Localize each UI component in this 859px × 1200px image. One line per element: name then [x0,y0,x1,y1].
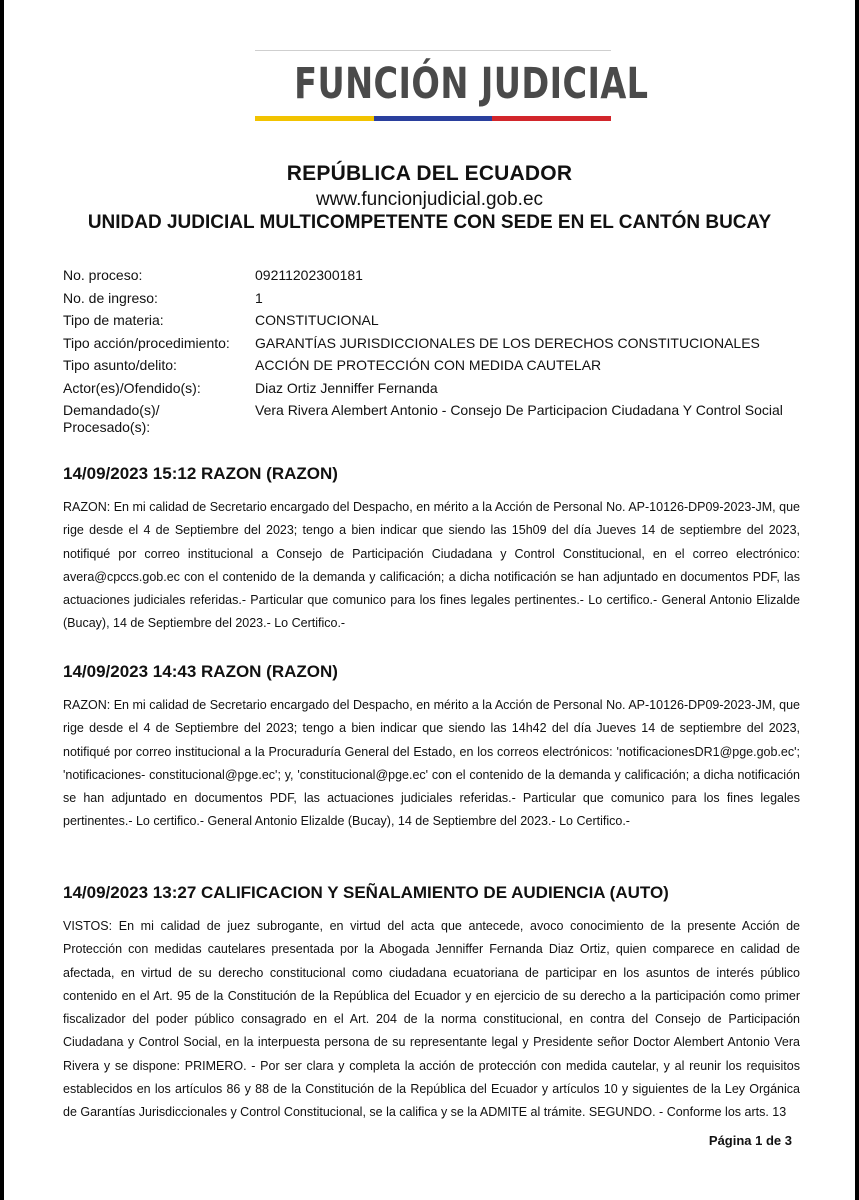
case-value: 09211202300181 [255,267,363,283]
entry-body: RAZON: En mi calidad de Secretario encargado del Despacho, en mérito a la Acción de Personal No. AP-10126-DP09-2023-JM, que rige desde el 4 de Septiembre del 2023; tengo a bien indicar que siendo las 14h42 del día Jueves 14 de septiembre del 2023, notifiqué por correo institucional a la Procuraduría General del Estado, en los correos electrónicos: 'notificacionesDR1@pge.gob.ec'; 'notificaciones- constitucional@pge.ec'; y, 'constitucional@pge.ec' con el contenido de la demanda y calificación; a dicha notificación se han adjuntado en documentos PDF, las actuaciones judiciales referidas.- Particular que comunico para los fines legales pertinentes.- Lo certifico.- General Antonio Elizalde (Bucay), 14 de Septiembre del 2023.- Lo Certifico.- [63,698,800,829]
case-value: GARANTÍAS JURISDICCIONALES DE LOS DERECHOS CONSTITUCIONALES [255,334,760,351]
stripe-blue [374,116,493,121]
case-label: No. de ingreso: [63,289,158,306]
logo-top-rule [255,50,611,51]
document-page [4,0,855,1200]
case-label: Actor(es)/Ofendido(s): [63,379,201,396]
case-label: No. proceso: [63,267,143,283]
docket-entry [63,464,800,636]
docket-entry [63,662,800,834]
entry-body: VISTOS: En mi calidad de juez subrogante, en virtud del acta que antecede, avoco conocimiento de la presente Acción de Protección con medidas cautelares presentada por la Abogada Jenniffer Fernanda Diaz Ortiz, quien comparece en calidad de afectada, en virtud de su derecho constitucional como ciudadana ecuatoriana de participar en los asuntos de interés público contenido en el Art. 95 de la Constitución de la República del Ecuador y en ejercicio de su derecho a la participación como primer fiscalizador del poder público consagrado en el Art. 204 de la norma constitucional, en contra del Consejo de Participación Ciudadana y Control Social, en la interpuesta persona de su representante legal y Presidente señor Doctor Alembert Antonio Vera Rivera y se dispone: PRIMERO. - Por ser clara y completa la acción de protección con medida cautelar, y al reunir los requisitos establecidos en los artículos 86 y 88 de la Constitución de la República del Ecuador y artículos 10 y siguientes de la Ley Orgánica de Garantías Jurisdiccionales y Control Constitucional, se la califica y se la ADMITE al trámite. SEGUNDO. - Conforme los arts. 13 [63,919,800,1120]
case-label: Demandado(s)/ Procesado(s): [63,402,160,435]
case-row [63,402,813,436]
case-value: 1 [255,289,263,306]
judicial-unit-heading: UNIDAD JUDICIAL MULTICOMPETENTE CON SEDE EN EL CANTÓN BUCAY [87,212,772,233]
funcion-judicial-logo [255,50,649,121]
case-label: Tipo de materia: [63,312,164,328]
case-label: Tipo asunto/delito: [63,357,177,373]
entry-title: 14/09/2023 14:43 RAZON (RAZON) [63,662,338,681]
case-value: Vera Rivera Alembert Antonio - Consejo De Participacion Ciudadana Y Control Social [255,402,783,418]
entry-title: 14/09/2023 15:12 RAZON (RAZON) [63,464,338,483]
case-value: Diaz Ortiz Jenniffer Fernanda [255,379,438,396]
logo-text: FUNCIÓN JUDICIAL [294,59,649,109]
case-row [63,332,813,355]
entry-title: 14/09/2023 13:27 CALIFICACION Y SEÑALAMIENTO DE AUDIENCIA (AUTO) [63,883,669,902]
docket-entry [63,883,800,1125]
republic-heading: REPÚBLICA DEL ECUADOR [286,162,573,185]
case-value: ACCIÓN DE PROTECCIÓN CON MEDIDA CAUTELAR [255,357,602,373]
case-row [63,309,813,332]
case-details [63,264,813,436]
case-label: Tipo acción/procedimiento: [63,334,230,351]
case-row [63,354,813,377]
case-row [63,287,813,310]
stripe-yellow [255,116,374,121]
stripe-red [492,116,611,121]
page-number: Página 1 de 3 [708,1133,792,1148]
case-row [63,377,813,400]
case-row [63,264,813,287]
logo-flag-stripe [255,116,611,121]
website-url: www.funcionjudicial.gob.ec [315,189,544,210]
entry-body: RAZON: En mi calidad de Secretario encargado del Despacho, en mérito a la Acción de Personal No. AP-10126-DP09-2023-JM, que rige desde el 4 de Septiembre del 2023; tengo a bien indicar que siendo las 15h09 del día Jueves 14 de septiembre del 2023, notifiqué por correo institucional a Consejo de Participación Ciudadana y Control Constitucional, en el correo electrónico: avera@cpccs.gob.ec con el contenido de la demanda y calificación; a dicha notificación se han adjuntado en documentos PDF, las actuaciones judiciales referidas.- Particular que comunico para los fines legales pertinentes.- Lo certifico.- General Antonio Elizalde (Bucay), 14 de Septiembre del 2023.- Lo Certifico.- [63,500,800,631]
case-value: CONSTITUCIONAL [255,312,379,328]
